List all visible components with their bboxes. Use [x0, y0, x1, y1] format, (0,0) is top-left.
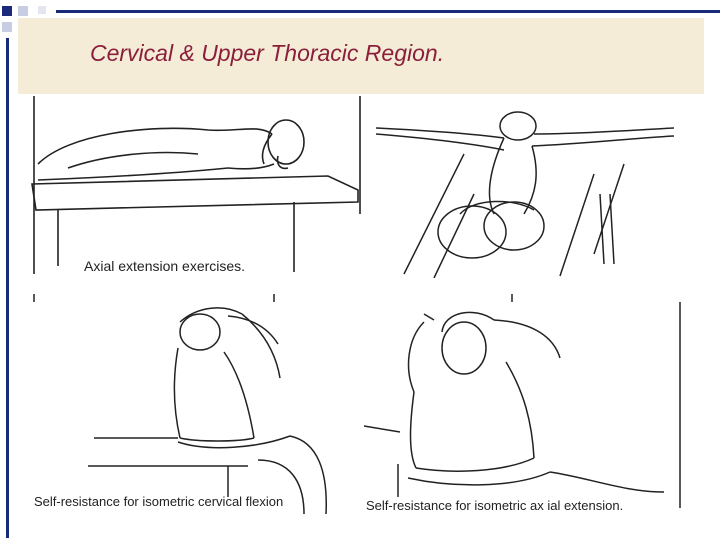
figure-caption: Axial extension exercises. [84, 258, 246, 274]
figure-cervical-flexion-drawing [28, 292, 362, 518]
figure-cervical-flexion [28, 292, 362, 518]
figure-axial-extension [28, 94, 362, 278]
corner-square-dark [2, 6, 12, 16]
figure-supine-stretch [364, 94, 682, 278]
figure-supine-stretch-drawing [364, 94, 682, 278]
slide-title: Cervical & Upper Thoracic Region. [90, 40, 445, 66]
corner-square-light [18, 6, 28, 16]
figure-caption: Self-resistance for isometric ax ial extension. [366, 498, 624, 513]
figure-axial-extension-drawing [28, 94, 362, 278]
figure-caption: Self-resistance for isometric cervical flexion [34, 494, 284, 509]
corner-square-light [38, 6, 46, 14]
left-rule [6, 38, 9, 538]
corner-square-light [2, 22, 12, 32]
top-rule [56, 10, 720, 13]
figure-axial-extension-seated [364, 292, 682, 518]
figure-axial-extension-seated-drawing [364, 292, 682, 518]
